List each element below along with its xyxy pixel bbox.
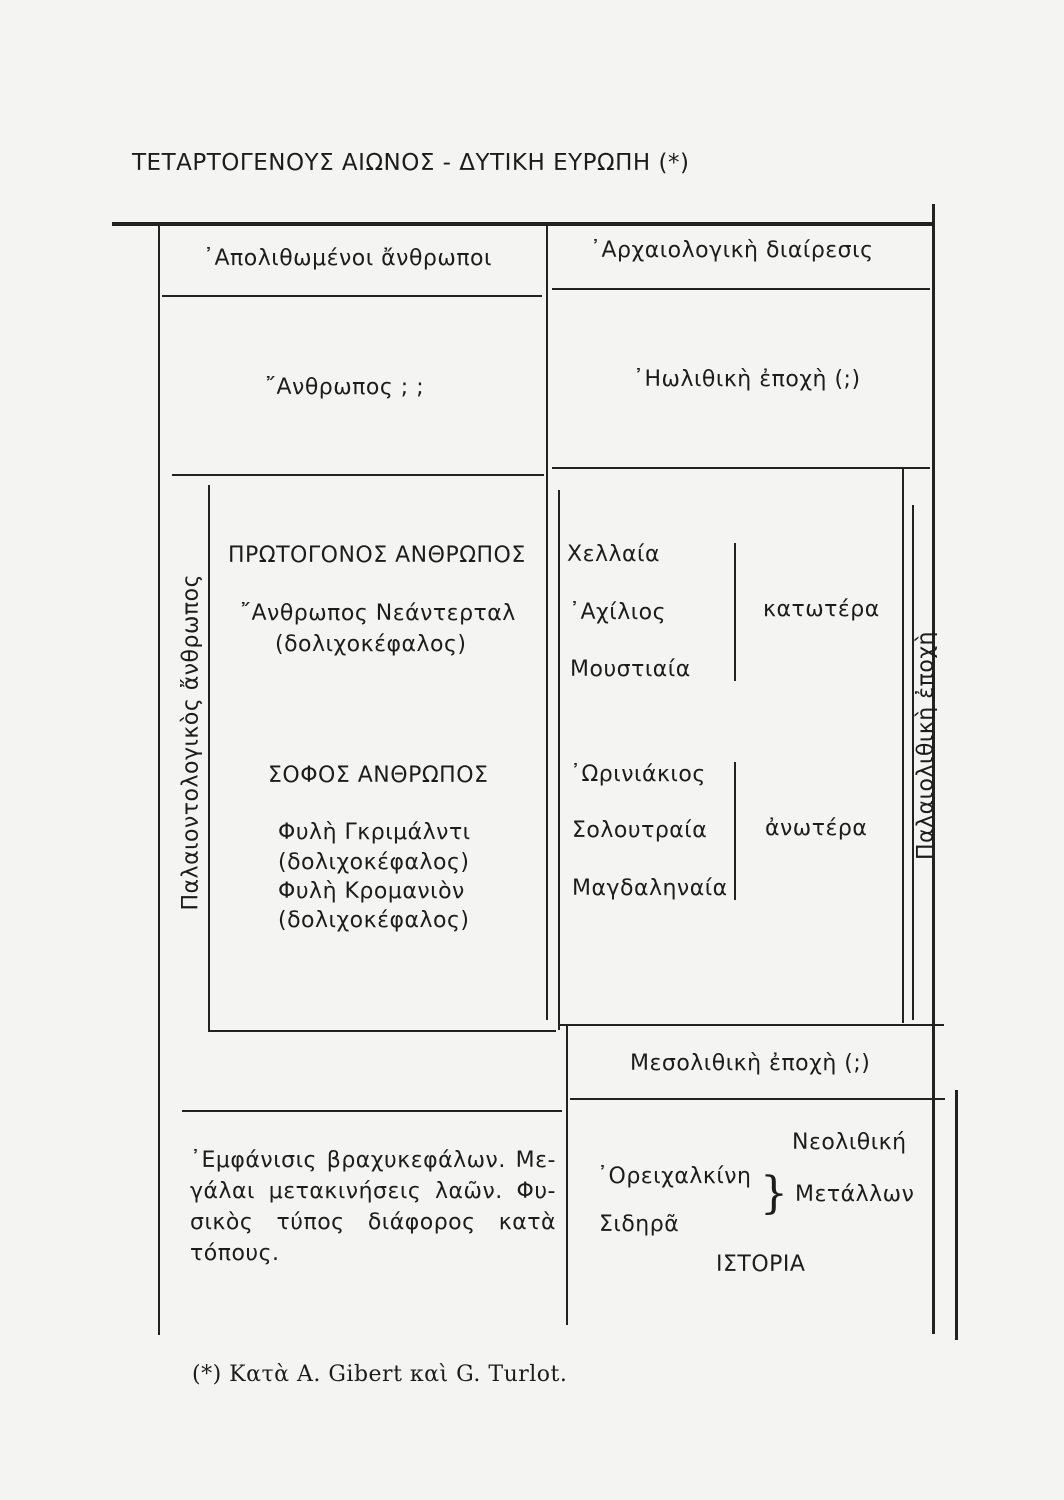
history-label: ΙΣΤΟΡΙΑ	[716, 1252, 806, 1277]
metals-label: Μετάλλων	[795, 1182, 915, 1207]
lower-paleolithic-label: κατωτέρα	[763, 597, 880, 622]
sapiens-title: ΣΟΦΟΣ ΑΝΘΡΩΠΟΣ	[268, 763, 489, 788]
iron-age: Σιδηρᾶ	[599, 1212, 680, 1237]
row1-left: ῎Ανθρωπος ; ;	[265, 375, 425, 400]
paleontological-human-label: Παλαιοντολογικὸς ἄνθρωπος	[178, 574, 204, 911]
header-fossil-humans: ᾿Απολιθωμένοι ἄνθρωποι	[203, 246, 492, 271]
footnote: (*) Κατὰ A. Gibert καὶ G. Turlot.	[192, 1362, 568, 1387]
brachycephalic-text: ᾿Εμφάνισις βραχυκεφάλων. Με- γάλαι μετακινήσεις λαῶν. Φυ- σικὸς τύπος διάφορος κατὰ τόπους.	[190, 1148, 556, 1266]
neanderthal-line: ῎Ανθρωπος Νεάντερταλ	[240, 601, 516, 626]
culture-chellean: Χελλαία	[567, 542, 660, 567]
metals-brace: }	[760, 1168, 788, 1219]
culture-magdalenian: Μαγδαληναία	[572, 876, 728, 901]
culture-solutrean: Σολουτραία	[572, 818, 708, 843]
culture-acheulean: ᾿Αχίλιος	[569, 600, 667, 625]
neanderthal-type: (δολιχοκέφαλος)	[275, 632, 467, 657]
cromagnon-type: (δολιχοκέφαλος)	[278, 908, 470, 933]
neolithic-label: Νεολιθική	[792, 1130, 907, 1155]
mesolithic-epoch: Μεσολιθικὴ ἐποχὴ (;)	[630, 1051, 871, 1076]
upper-paleolithic-label: ἀνωτέρα	[765, 816, 868, 841]
cromagnon-line: Φυλὴ Κρομανιὸν	[278, 879, 465, 904]
bronze-age: ᾿Ορειχαλκίνη	[597, 1164, 752, 1189]
primitive-human-title: ΠΡΩΤΟΓΟΝΟΣ ΑΝΘΡΩΠΟΣ	[228, 543, 526, 568]
grimaldi-type: (δολιχοκέφαλος)	[278, 850, 470, 875]
page-title: ΤΕΤΑΡΤΟΓΕΝΟΥΣ ΑΙΩΝΟΣ - ΔΥΤΙΚΗ ΕΥΡΩΠΗ (*)	[132, 150, 690, 176]
grimaldi-line: Φυλὴ Γκριμάλντι	[278, 820, 471, 845]
culture-mousterian: Μουστιαία	[570, 657, 691, 682]
row1-right: ᾿Ηωλιθικὴ ἐποχὴ (;)	[633, 367, 861, 392]
header-archaeological-division: ᾿Αρχαιολογικὴ διαίρεσις	[590, 238, 874, 263]
culture-aurignacian: ᾿Ωρινιάκιος	[570, 762, 706, 787]
paleolithic-epoch-label: Παλαιολιθικὴ ἐποχὴ	[913, 631, 939, 860]
